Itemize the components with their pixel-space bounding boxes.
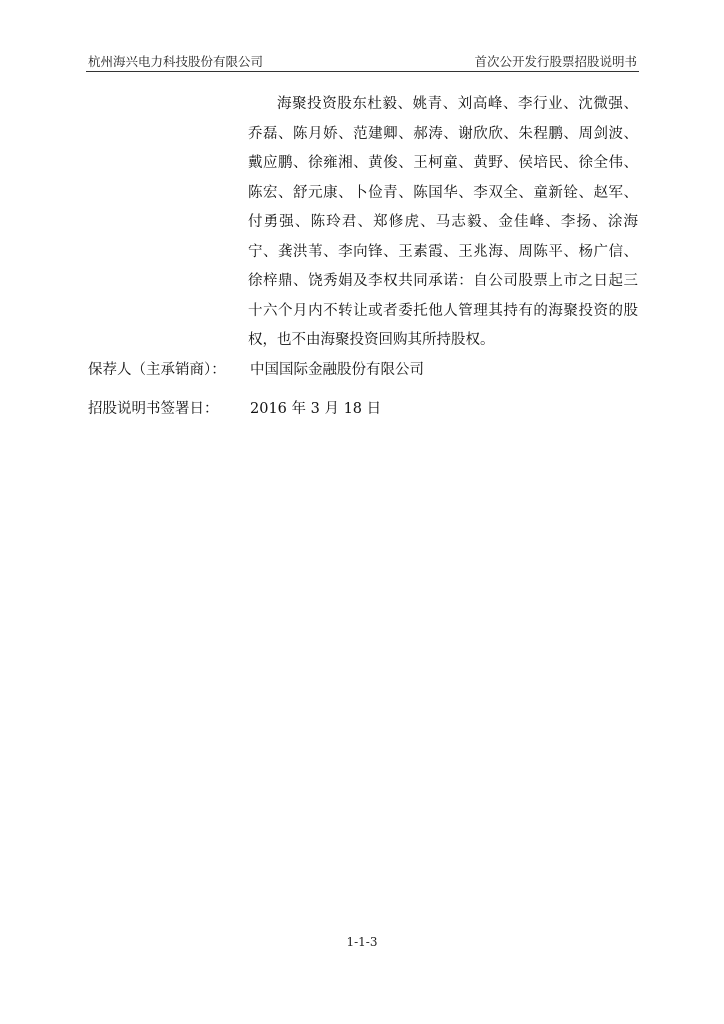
signing-date-label: 招股说明书签署日： — [88, 401, 219, 417]
header-document-title: 首次公开发行股票招股说明书 — [474, 54, 637, 69]
underwriter-row — [88, 358, 588, 378]
underwriter-value: 中国国际金融股份有限公司 — [250, 362, 424, 378]
page-number: 1-1-3 — [346, 935, 378, 949]
underwriter-label: 保荐人（主承销商）： — [88, 362, 226, 378]
signing-date-value: 2016 年 3 月 18 日 — [250, 401, 382, 417]
header-divider — [86, 71, 639, 72]
header-company-name: 杭州海兴电力科技股份有限公司 — [88, 54, 264, 69]
page-header — [86, 52, 639, 70]
shareholder-commitment-paragraph: 海聚投资股东杜毅、姚青、刘高峰、李行业、沈微强、乔磊、陈月娇、范建卿、郝涛、谢欣欣、朱程鹏、周剑波、戴应鹏、徐雍湘、黄俊、王柯童、黄野、侯培民、徐全伟、陈宏、舒元康、卜俭青、陈国华、李双全、童新铨、赵军、付勇强、陈玲君、郑修虎、马志毅、金佳峰、李扬、涂海宁、龚洪苇、李向锋、王素霞、王兆海、周陈平、杨广信、徐梓鼎、饶秀娟及李权共同承诺：自公司股票上市之日起三十六个月内不转让或者委托他人管理其持有的海聚投资的股权，也不由海聚投资回购其所持股权。 — [248, 96, 638, 348]
signing-date-row — [88, 397, 588, 417]
